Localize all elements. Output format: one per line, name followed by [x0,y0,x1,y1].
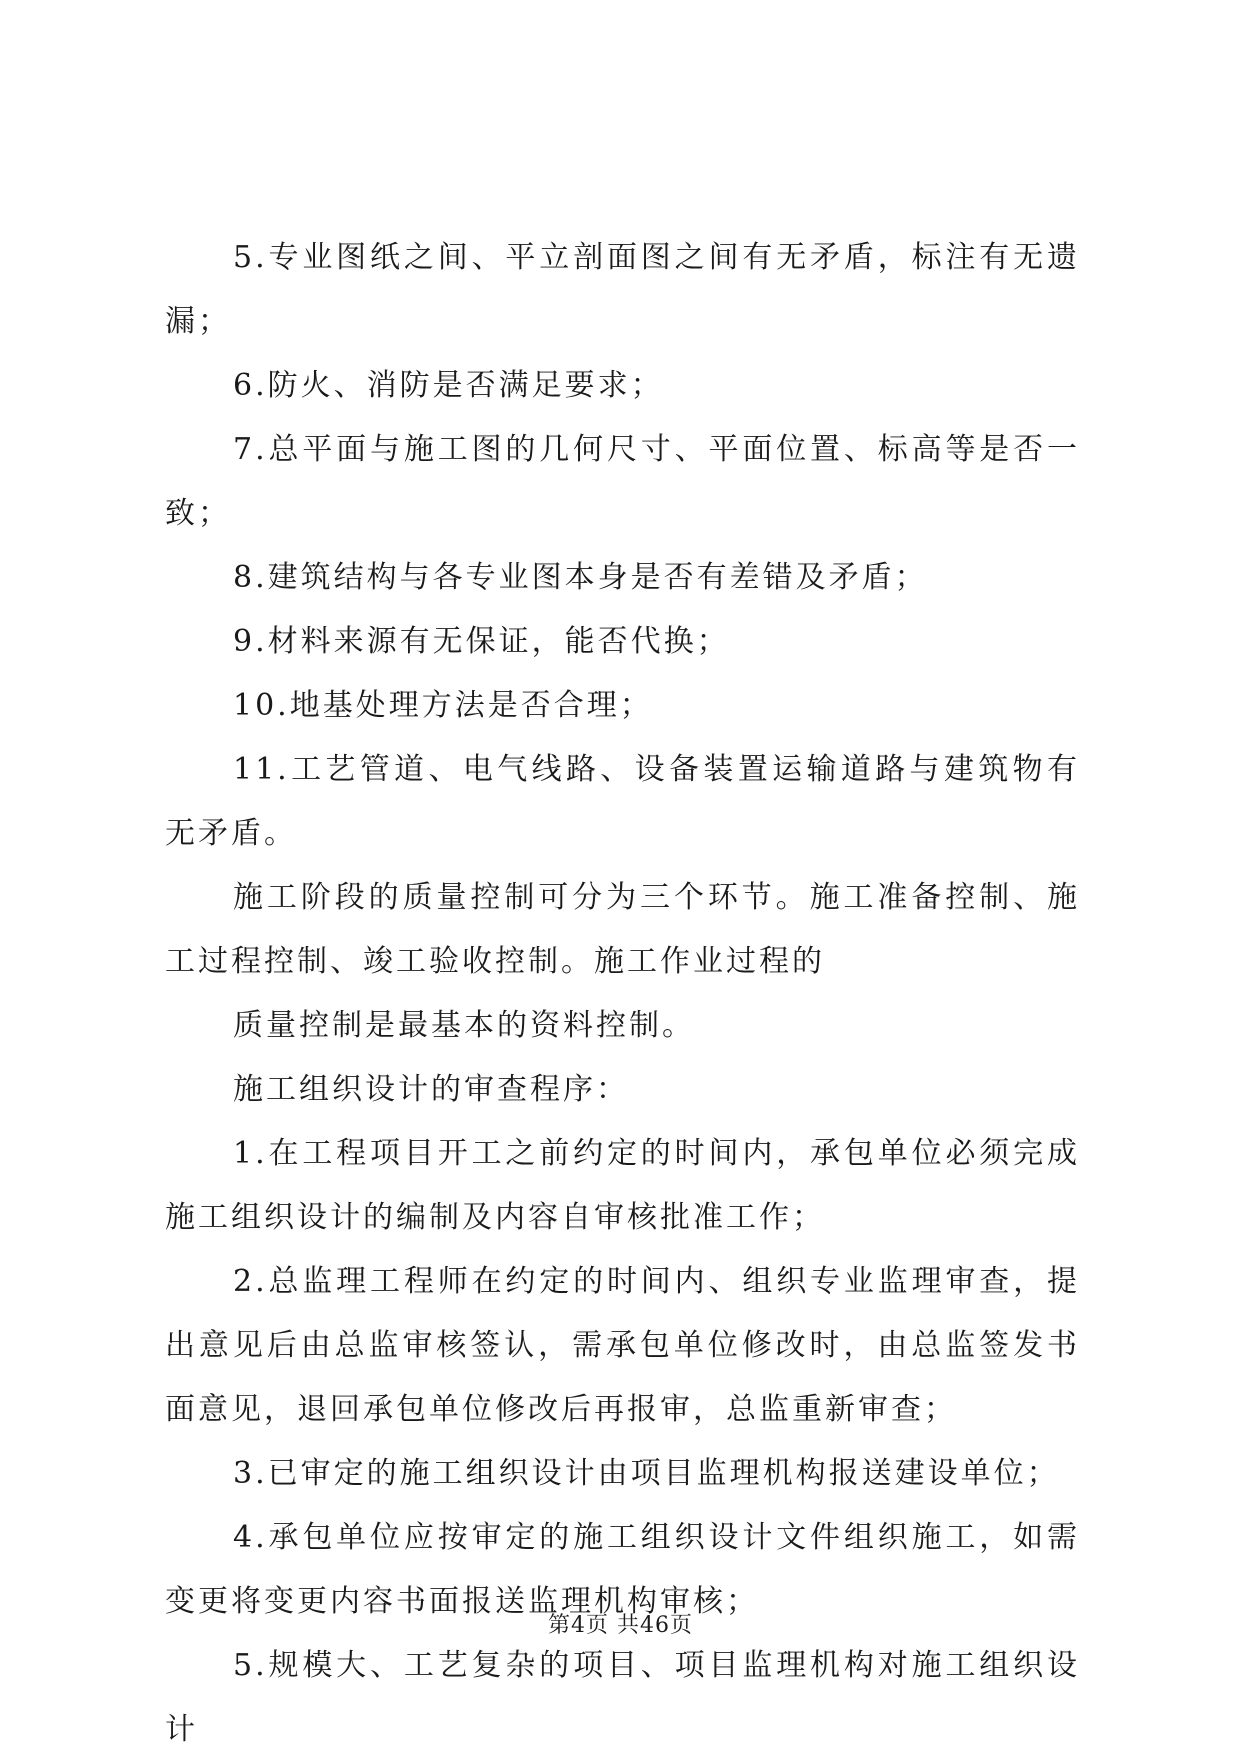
page-number-footer: 第4页 共46页 [548,1613,693,1638]
paragraph: 5.规模大、工艺复杂的项目、项目监理机构对施工组织设计 [165,1648,1080,1747]
document-body [165,226,1080,1762]
paragraph: 2.总监理工程师在约定的时间内、组织专业监理审查，提出意见后由总监审核签认，需承包单位修改时，由总监签发书面意见，退回承包单位修改后再报审，总监重新审查； [165,1264,1080,1427]
paragraph: 6.防火、消防是否满足要求； [233,368,664,403]
paragraph: 质量控制是最基本的资料控制。 [233,1008,695,1043]
paragraph: 4.承包单位应按审定的施工组织设计文件组织施工，如需变更将变更内容书面报送监理机构审核； [165,1520,1080,1619]
paragraph: 施工组织设计的审查程序： [233,1072,629,1107]
paragraph: 5.专业图纸之间、平立剖面图之间有无矛盾，标注有无遗漏； [165,240,1080,339]
paragraph: 施工阶段的质量控制可分为三个环节。施工准备控制、施工过程控制、竣工验收控制。施工作业过程的 [165,880,1080,979]
paragraph: 8.建筑结构与各专业图本身是否有差错及矛盾； [233,560,928,595]
paragraph: 1.在工程项目开工之前约定的时间内，承包单位必须完成施工组织设计的编制及内容自审核批准工作； [165,1136,1080,1235]
paragraph: 10.地基处理方法是否合理； [233,688,653,723]
paragraph: 11.工艺管道、电气线路、设备装置运输道路与建筑物有无矛盾。 [165,752,1080,851]
paragraph: 7.总平面与施工图的几何尺寸、平面位置、标高等是否一致； [165,432,1080,531]
paragraph: 3.已审定的施工组织设计由项目监理机构报送建设单位； [233,1456,1060,1491]
paragraph: 9.材料来源有无保证，能否代换； [233,624,730,659]
